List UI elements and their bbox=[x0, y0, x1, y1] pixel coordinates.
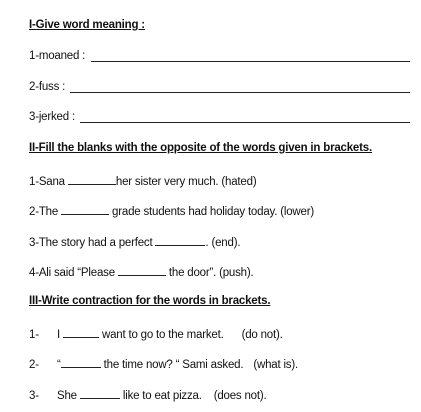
contraction-item-3 bbox=[29, 387, 267, 402]
fill-item-3 bbox=[29, 234, 240, 249]
contraction-item-2-number: 2- bbox=[29, 359, 39, 371]
answer-line-jerked[interactable] bbox=[80, 122, 410, 123]
fill-item-3-pre: 3-The story had a perfect bbox=[29, 237, 156, 249]
answer-line-moaned[interactable] bbox=[91, 61, 410, 62]
contraction-item-3-pre: She bbox=[57, 390, 80, 402]
contraction-blank-3[interactable] bbox=[80, 387, 120, 399]
section1-heading: I-Give word meaning : bbox=[29, 19, 145, 31]
contraction-item-1-pre: I bbox=[57, 329, 63, 341]
word-label-moaned: 1-moaned : bbox=[29, 50, 86, 62]
fill-item-2 bbox=[29, 203, 314, 218]
fill-item-4 bbox=[29, 264, 254, 279]
contraction-item-2-pre: “ bbox=[57, 359, 61, 371]
contraction-blank-2[interactable] bbox=[61, 356, 101, 368]
fill-item-1 bbox=[29, 173, 256, 188]
section2-heading: II-Fill the blanks with the opposite of the words given in brackets. bbox=[29, 142, 372, 154]
fill-blank-3[interactable] bbox=[155, 234, 205, 246]
word-label-jerked: 3-jerked : bbox=[29, 111, 75, 123]
fill-blank-1[interactable] bbox=[68, 173, 116, 185]
fill-item-2-pre: 2-The bbox=[29, 206, 62, 218]
fill-item-2-post: grade students had holiday today. (lower) bbox=[109, 206, 314, 218]
contraction-item-1-post: want to go to the market. bbox=[99, 329, 224, 341]
fill-item-3-post: . (end). bbox=[205, 237, 241, 249]
section3-heading: III-Write contraction for the words in brackets. bbox=[29, 295, 271, 307]
fill-blank-2[interactable] bbox=[61, 203, 109, 215]
contraction-item-2-hint: (what is). bbox=[253, 359, 298, 371]
contraction-item-2-post: the time now? “ Sami asked. bbox=[100, 359, 244, 371]
contraction-item-1-hint: (do not). bbox=[241, 329, 283, 341]
fill-item-4-post: the door”. (push). bbox=[165, 267, 254, 279]
contraction-item-3-hint: (does not). bbox=[213, 390, 267, 402]
fill-item-4-pre: 4-Ali said “Please bbox=[29, 267, 118, 279]
contraction-item-1 bbox=[29, 326, 283, 341]
fill-item-1-post: her sister very much. (hated) bbox=[115, 176, 257, 188]
fill-blank-4[interactable] bbox=[118, 264, 166, 276]
word-label-fuss: 2-fuss : bbox=[29, 81, 66, 93]
contraction-blank-1[interactable] bbox=[63, 326, 99, 338]
answer-line-fuss[interactable] bbox=[70, 92, 410, 93]
fill-item-1-pre: 1-Sana bbox=[29, 176, 68, 188]
contraction-item-3-post: like to eat pizza. bbox=[119, 390, 202, 402]
contraction-item-3-number: 3- bbox=[29, 390, 39, 402]
contraction-item-2 bbox=[29, 356, 298, 371]
contraction-item-1-number: 1- bbox=[29, 329, 39, 341]
